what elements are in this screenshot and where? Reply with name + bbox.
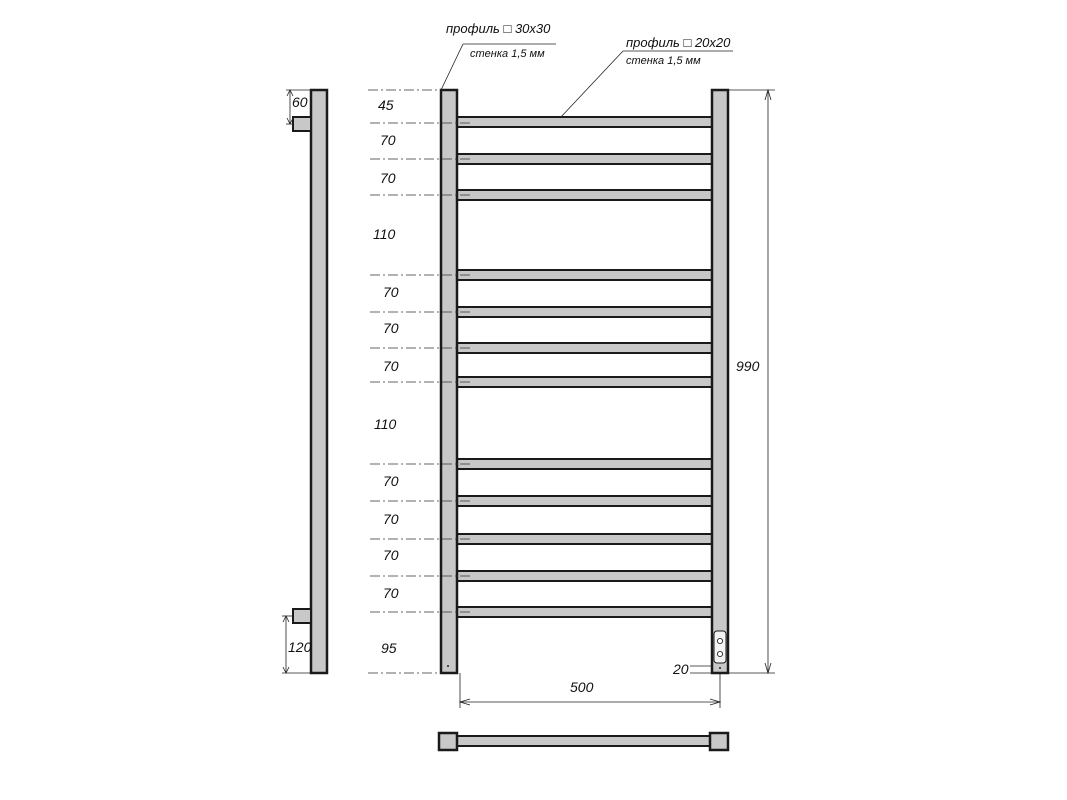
spacing-label: 70: [383, 511, 399, 527]
crossbar: [457, 459, 712, 469]
crossbar: [457, 154, 712, 164]
connector-dimension: [672, 661, 712, 677]
spacing-label: 95: [381, 640, 397, 656]
crossbar: [457, 607, 712, 617]
side-bottom-bracket: [293, 609, 311, 623]
spacing-label: 110: [373, 226, 396, 242]
side-rail: [311, 90, 327, 673]
callout-right-profile: [560, 35, 733, 118]
top-view-left-post: [439, 733, 457, 750]
dim-side-top: 60: [292, 94, 308, 110]
switch-button-icon: [717, 638, 722, 643]
spacing-label: 70: [383, 320, 399, 336]
spacing-label: 70: [383, 547, 399, 563]
switch-module: [714, 631, 726, 663]
top-view-bar: [457, 736, 712, 746]
crossbar: [457, 534, 712, 544]
dim-side-bottom: 120: [288, 639, 312, 655]
spacing-label: 70: [383, 585, 399, 601]
dim-height: 990: [736, 358, 760, 374]
callout-left-profile: [441, 21, 556, 90]
spacing-label: 70: [383, 358, 399, 374]
side-top-bracket: [293, 117, 311, 131]
dim-connector: 20: [673, 661, 689, 677]
dim-width: 500: [570, 679, 594, 695]
left-profile-note: стенка 1,5 мм: [470, 48, 545, 60]
crossbar: [457, 117, 712, 127]
top-view-right-post: [710, 733, 728, 750]
crossbar: [457, 496, 712, 506]
height-dimension: [728, 90, 775, 673]
left-profile-title: профиль □ 30x30: [446, 21, 551, 36]
side-view: [282, 90, 327, 673]
width-dimension: [460, 673, 720, 708]
left-rail: [441, 90, 457, 673]
top-view: [439, 733, 728, 750]
spacing-label: 70: [380, 132, 396, 148]
crossbar: [457, 307, 712, 317]
spacing-label: 70: [383, 473, 399, 489]
spacing-label: 70: [383, 284, 399, 300]
spacing-labels: [373, 97, 399, 656]
front-view: [368, 21, 775, 708]
spacing-label: 110: [374, 416, 397, 432]
right-profile-title: профиль □ 20x20: [626, 35, 731, 50]
right-rail: [712, 90, 728, 673]
spacing-label: 45: [378, 97, 394, 113]
switch-button-icon: [717, 651, 722, 656]
right-profile-note: стенка 1,5 мм: [626, 55, 701, 67]
crossbar: [457, 343, 712, 353]
crossbar: [457, 270, 712, 280]
spacing-label: 70: [380, 170, 396, 186]
crossbar: [457, 377, 712, 387]
crossbar: [457, 190, 712, 200]
crossbars: [457, 117, 712, 617]
crossbar: [457, 571, 712, 581]
